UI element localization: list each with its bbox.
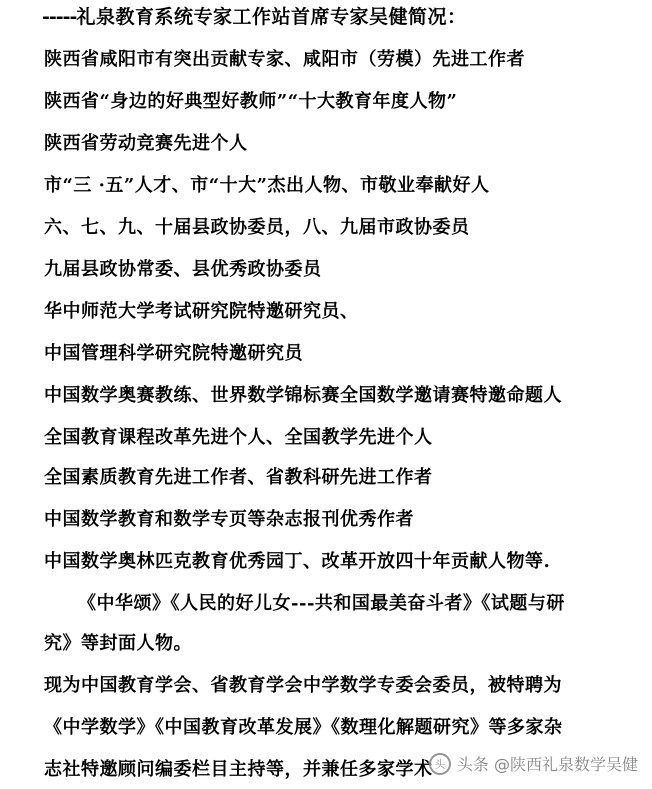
- honor-line: 中国管理科学研究院特邀研究员: [44, 343, 303, 364]
- honor-line: 六、七、九、十届县政协委员，八、九届市政协委员: [44, 217, 470, 238]
- honor-line: 陕西省“身边的好典型好教师”“十大教育年度人物”: [44, 91, 458, 112]
- position-paragraph-line: 现为中国教育学会、省教育学会中学数学专委会委员，被特聘为: [44, 675, 562, 696]
- honor-line: 全国教育课程改革先进个人、全国教学先进个人: [44, 427, 433, 448]
- honor-line: 中国数学教育和数学专页等杂志报刊优秀作者: [44, 509, 414, 530]
- watermark-text: 头条 @陕西礼泉数学吴健: [456, 755, 638, 774]
- honor-line: 陕西省劳动竞赛先进个人: [44, 133, 248, 154]
- watermark: [429, 752, 638, 775]
- honor-line: 市“三 ·五”人才、市“十大”杰出人物、市敬业奉献好人: [44, 175, 490, 196]
- toutiao-logo-icon: 头: [429, 753, 451, 775]
- honor-line: 中国数学奥林匹克教育优秀园丁、改革开放四十年贡献人物等.: [44, 551, 551, 572]
- honor-line: 华中师范大学考试研究院特邀研究员、: [44, 301, 359, 322]
- honor-line: 九届县政协常委、县优秀政协委员: [44, 259, 322, 280]
- honor-line: 陕西省咸阳市有突出贡献专家、咸阳市（劳模）先进工作者: [44, 49, 525, 70]
- honor-line: 中国数学奥赛教练、世界数学锦标赛全国数学邀请赛特邀命题人: [44, 385, 562, 406]
- document-heading: [42, 2, 466, 29]
- honor-line: 全国素质教育先进工作者、省教科研先进工作者: [44, 467, 433, 488]
- cover-paragraph-line: 究》等封面人物。: [44, 633, 192, 654]
- heading-text: 礼泉教育系统专家工作站首席专家吴健简况：: [76, 6, 467, 28]
- position-paragraph-line: 志社特邀顾问编委栏目主持等，并兼任多家学术: [44, 759, 433, 780]
- position-paragraph-line: 《中学数学》《中国教育改革发展》《数理化解题研究》等多家杂: [44, 717, 563, 738]
- cover-paragraph-line: 《中华颂》《人民的好儿女---共和国最美奋斗者》《试题与研: [78, 593, 565, 614]
- heading-dashes: -----: [42, 6, 77, 28]
